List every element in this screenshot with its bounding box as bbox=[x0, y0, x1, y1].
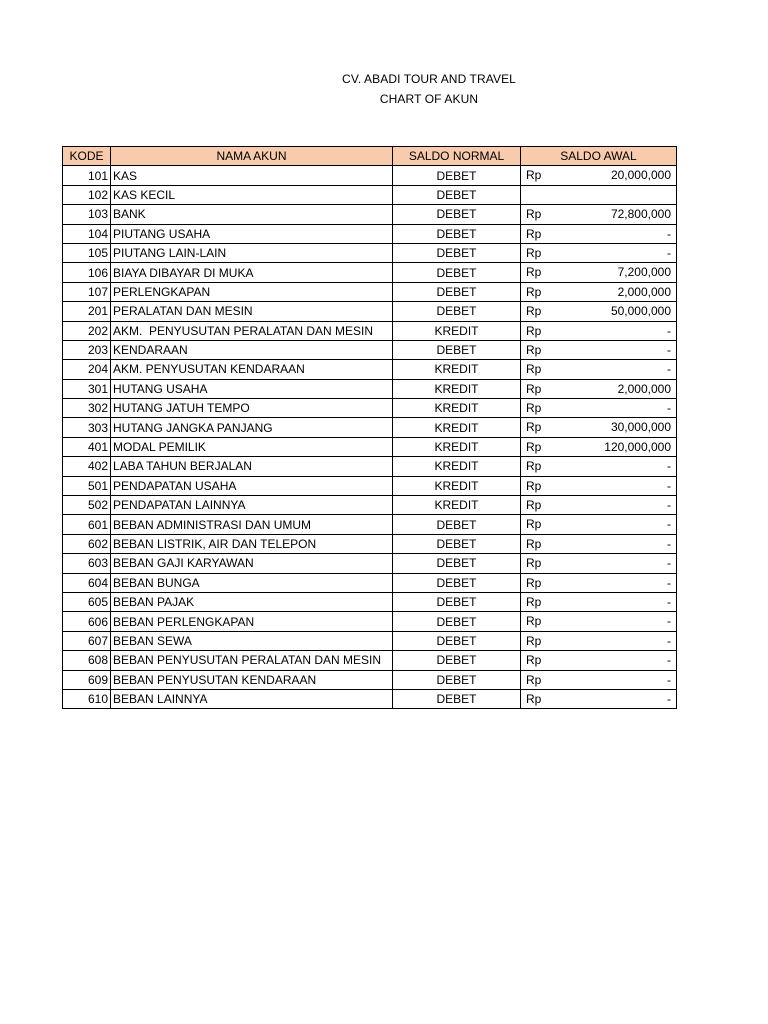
normal-balance: DEBET bbox=[393, 670, 521, 689]
currency-label: Rp bbox=[526, 556, 542, 571]
account-code: 107 bbox=[63, 282, 111, 301]
amount: 50,000,000 bbox=[610, 304, 671, 319]
opening-balance bbox=[521, 321, 677, 340]
currency-label: Rp bbox=[526, 633, 542, 648]
table-row bbox=[63, 651, 677, 670]
normal-balance: KREDIT bbox=[393, 379, 521, 398]
normal-balance: DEBET bbox=[393, 224, 521, 243]
opening-balance bbox=[521, 166, 677, 185]
normal-balance: DEBET bbox=[393, 340, 521, 359]
amount: - bbox=[667, 614, 671, 629]
table-row bbox=[63, 205, 677, 224]
normal-balance: DEBET bbox=[393, 515, 521, 534]
table-row bbox=[63, 515, 677, 534]
account-code: 204 bbox=[63, 360, 111, 379]
opening-balance bbox=[521, 651, 677, 670]
table-row bbox=[63, 534, 677, 553]
normal-balance: DEBET bbox=[393, 631, 521, 650]
account-code: 101 bbox=[63, 166, 111, 185]
opening-balance bbox=[521, 496, 677, 515]
account-name: HUTANG JANGKA PANJANG bbox=[111, 418, 393, 437]
currency-label: Rp bbox=[526, 459, 542, 474]
amount: - bbox=[667, 323, 671, 338]
currency-label: Rp bbox=[526, 594, 542, 609]
account-name: BIAYA DIBAYAR DI MUKA bbox=[111, 263, 393, 282]
account-code: 103 bbox=[63, 205, 111, 224]
currency-label: Rp bbox=[526, 226, 542, 241]
currency-label: Rp bbox=[526, 323, 542, 338]
normal-balance: KREDIT bbox=[393, 360, 521, 379]
account-code: 203 bbox=[63, 340, 111, 359]
currency-label: Rp bbox=[526, 478, 542, 493]
account-code: 603 bbox=[63, 554, 111, 573]
opening-balance bbox=[521, 418, 677, 437]
currency-label: Rp bbox=[526, 614, 542, 629]
opening-balance bbox=[521, 243, 677, 262]
account-code: 303 bbox=[63, 418, 111, 437]
amount: - bbox=[667, 575, 671, 590]
account-name: BEBAN BUNGA bbox=[111, 573, 393, 592]
account-code: 106 bbox=[63, 263, 111, 282]
table-row bbox=[63, 399, 677, 418]
currency-label: Rp bbox=[526, 362, 542, 377]
currency-label: Rp bbox=[526, 653, 542, 668]
account-code: 102 bbox=[63, 185, 111, 204]
table-row bbox=[63, 437, 677, 456]
normal-balance: DEBET bbox=[393, 205, 521, 224]
opening-balance bbox=[521, 263, 677, 282]
amount: - bbox=[667, 498, 671, 513]
table-header bbox=[63, 147, 677, 166]
amount: - bbox=[667, 478, 671, 493]
column-header-nama-akun: NAMA AKUN bbox=[111, 147, 393, 166]
table-row bbox=[63, 379, 677, 398]
account-code: 610 bbox=[63, 689, 111, 708]
amount: - bbox=[667, 691, 671, 706]
table-row bbox=[63, 496, 677, 515]
amount: - bbox=[667, 653, 671, 668]
account-name: KAS bbox=[111, 166, 393, 185]
account-code: 607 bbox=[63, 631, 111, 650]
account-code: 501 bbox=[63, 476, 111, 495]
amount: - bbox=[667, 633, 671, 648]
currency-label: Rp bbox=[526, 439, 542, 454]
account-name: PENDAPATAN USAHA bbox=[111, 476, 393, 495]
amount: 7,200,000 bbox=[617, 265, 671, 280]
table-row bbox=[63, 243, 677, 262]
account-name: BEBAN GAJI KARYAWAN bbox=[111, 554, 393, 573]
account-code: 602 bbox=[63, 534, 111, 553]
account-code: 105 bbox=[63, 243, 111, 262]
amount: - bbox=[667, 342, 671, 357]
amount: 120,000,000 bbox=[604, 439, 671, 454]
account-name: BEBAN LISTRIK, AIR DAN TELEPON bbox=[111, 534, 393, 553]
account-name: KAS KECIL bbox=[111, 185, 393, 204]
normal-balance: DEBET bbox=[393, 573, 521, 592]
opening-balance bbox=[521, 224, 677, 243]
account-name: KENDARAAN bbox=[111, 340, 393, 359]
account-name: BEBAN PENYUSUTAN PERALATAN DAN MESIN bbox=[111, 651, 393, 670]
currency-label: Rp bbox=[526, 420, 542, 435]
account-code: 608 bbox=[63, 651, 111, 670]
table-row bbox=[63, 554, 677, 573]
table-row bbox=[63, 263, 677, 282]
amount: - bbox=[667, 459, 671, 474]
currency-label: Rp bbox=[526, 381, 542, 396]
opening-balance bbox=[521, 360, 677, 379]
currency-label: Rp bbox=[526, 517, 542, 532]
account-name: BEBAN SEWA bbox=[111, 631, 393, 650]
account-name: BEBAN LAINNYA bbox=[111, 689, 393, 708]
amount: 20,000,000 bbox=[610, 168, 671, 183]
opening-balance bbox=[521, 282, 677, 301]
opening-balance bbox=[521, 457, 677, 476]
account-name: HUTANG USAHA bbox=[111, 379, 393, 398]
opening-balance bbox=[521, 573, 677, 592]
account-name: HUTANG JATUH TEMPO bbox=[111, 399, 393, 418]
opening-balance bbox=[521, 185, 677, 204]
document-title: CHART OF AKUN bbox=[379, 92, 479, 106]
normal-balance: KREDIT bbox=[393, 496, 521, 515]
normal-balance: KREDIT bbox=[393, 321, 521, 340]
currency-label: Rp bbox=[526, 691, 542, 706]
currency-label: Rp bbox=[526, 342, 542, 357]
account-code: 401 bbox=[63, 437, 111, 456]
currency-label: Rp bbox=[526, 284, 542, 299]
amount: - bbox=[667, 226, 671, 241]
account-code: 402 bbox=[63, 457, 111, 476]
table-row bbox=[63, 631, 677, 650]
account-name: BEBAN ADMINISTRASI DAN UMUM bbox=[111, 515, 393, 534]
currency-label: Rp bbox=[526, 536, 542, 551]
account-name: AKM. PENYUSUTAN KENDARAAN bbox=[111, 360, 393, 379]
table-row bbox=[63, 612, 677, 631]
currency-label: Rp bbox=[526, 265, 542, 280]
normal-balance: DEBET bbox=[393, 302, 521, 321]
amount: 2,000,000 bbox=[617, 381, 671, 396]
opening-balance bbox=[521, 379, 677, 398]
account-code: 601 bbox=[63, 515, 111, 534]
opening-balance bbox=[521, 399, 677, 418]
opening-balance bbox=[521, 631, 677, 650]
account-code: 605 bbox=[63, 592, 111, 611]
account-code: 301 bbox=[63, 379, 111, 398]
currency-label: Rp bbox=[526, 304, 542, 319]
account-name: PIUTANG LAIN-LAIN bbox=[111, 243, 393, 262]
opening-balance bbox=[521, 476, 677, 495]
company-name: CV. ABADI TOUR AND TRAVEL bbox=[342, 72, 516, 86]
table-row bbox=[63, 302, 677, 321]
table-row bbox=[63, 573, 677, 592]
opening-balance bbox=[521, 437, 677, 456]
amount: - bbox=[667, 245, 671, 260]
normal-balance: DEBET bbox=[393, 534, 521, 553]
account-name: AKM. PENYUSUTAN PERALATAN DAN MESIN bbox=[111, 321, 393, 340]
normal-balance: KREDIT bbox=[393, 418, 521, 437]
normal-balance: DEBET bbox=[393, 554, 521, 573]
currency-label: Rp bbox=[526, 207, 542, 222]
normal-balance: DEBET bbox=[393, 651, 521, 670]
account-code: 606 bbox=[63, 612, 111, 631]
amount: - bbox=[667, 536, 671, 551]
normal-balance: DEBET bbox=[393, 282, 521, 301]
normal-balance: DEBET bbox=[393, 592, 521, 611]
amount: - bbox=[667, 517, 671, 532]
account-code: 302 bbox=[63, 399, 111, 418]
account-name: BEBAN PERLENGKAPAN bbox=[111, 612, 393, 631]
opening-balance bbox=[521, 612, 677, 631]
account-name: PENDAPATAN LAINNYA bbox=[111, 496, 393, 515]
currency-label: Rp bbox=[526, 401, 542, 416]
table-row bbox=[63, 418, 677, 437]
normal-balance: KREDIT bbox=[393, 457, 521, 476]
account-name: PIUTANG USAHA bbox=[111, 224, 393, 243]
account-code: 604 bbox=[63, 573, 111, 592]
column-header-kode: KODE bbox=[63, 147, 111, 166]
table-row bbox=[63, 282, 677, 301]
table-row bbox=[63, 340, 677, 359]
account-name: PERLENGKAPAN bbox=[111, 282, 393, 301]
normal-balance: DEBET bbox=[393, 689, 521, 708]
account-code: 201 bbox=[63, 302, 111, 321]
header-row bbox=[63, 147, 677, 166]
account-code: 502 bbox=[63, 496, 111, 515]
opening-balance bbox=[521, 340, 677, 359]
column-header-saldo-awal: SALDO AWAL bbox=[521, 147, 677, 166]
account-name: BEBAN PENYUSUTAN KENDARAAN bbox=[111, 670, 393, 689]
opening-balance bbox=[521, 689, 677, 708]
table-row bbox=[63, 185, 677, 204]
table-row bbox=[63, 476, 677, 495]
table-row bbox=[63, 166, 677, 185]
normal-balance: DEBET bbox=[393, 612, 521, 631]
table-row bbox=[63, 224, 677, 243]
amount: - bbox=[667, 594, 671, 609]
table-body bbox=[63, 166, 677, 709]
amount: 72,800,000 bbox=[610, 207, 671, 222]
currency-label: Rp bbox=[526, 498, 542, 513]
account-name: PERALATAN DAN MESIN bbox=[111, 302, 393, 321]
account-name: LABA TAHUN BERJALAN bbox=[111, 457, 393, 476]
amount: - bbox=[667, 556, 671, 571]
account-name: BANK bbox=[111, 205, 393, 224]
table-row bbox=[63, 670, 677, 689]
amount: - bbox=[667, 362, 671, 377]
opening-balance bbox=[521, 515, 677, 534]
table-row bbox=[63, 689, 677, 708]
table-row bbox=[63, 360, 677, 379]
opening-balance bbox=[521, 670, 677, 689]
normal-balance: KREDIT bbox=[393, 437, 521, 456]
account-code: 609 bbox=[63, 670, 111, 689]
opening-balance bbox=[521, 302, 677, 321]
opening-balance bbox=[521, 205, 677, 224]
column-header-saldo-normal: SALDO NORMAL bbox=[393, 147, 521, 166]
amount: 30,000,000 bbox=[610, 420, 671, 435]
table-row bbox=[63, 592, 677, 611]
normal-balance: DEBET bbox=[393, 263, 521, 282]
currency-label: Rp bbox=[526, 245, 542, 260]
chart-of-accounts-table bbox=[62, 146, 677, 709]
currency-label: Rp bbox=[526, 168, 542, 183]
opening-balance bbox=[521, 534, 677, 553]
table-row bbox=[63, 457, 677, 476]
amount: - bbox=[667, 401, 671, 416]
normal-balance: DEBET bbox=[393, 243, 521, 262]
opening-balance bbox=[521, 554, 677, 573]
account-code: 104 bbox=[63, 224, 111, 243]
opening-balance bbox=[521, 592, 677, 611]
account-name: MODAL PEMILIK bbox=[111, 437, 393, 456]
amount: 2,000,000 bbox=[617, 284, 671, 299]
amount: - bbox=[667, 672, 671, 687]
normal-balance: DEBET bbox=[393, 185, 521, 204]
table-row bbox=[63, 321, 677, 340]
normal-balance: KREDIT bbox=[393, 399, 521, 418]
normal-balance: DEBET bbox=[393, 166, 521, 185]
normal-balance: KREDIT bbox=[393, 476, 521, 495]
currency-label: Rp bbox=[526, 672, 542, 687]
account-name: BEBAN PAJAK bbox=[111, 592, 393, 611]
account-code: 202 bbox=[63, 321, 111, 340]
currency-label: Rp bbox=[526, 575, 542, 590]
